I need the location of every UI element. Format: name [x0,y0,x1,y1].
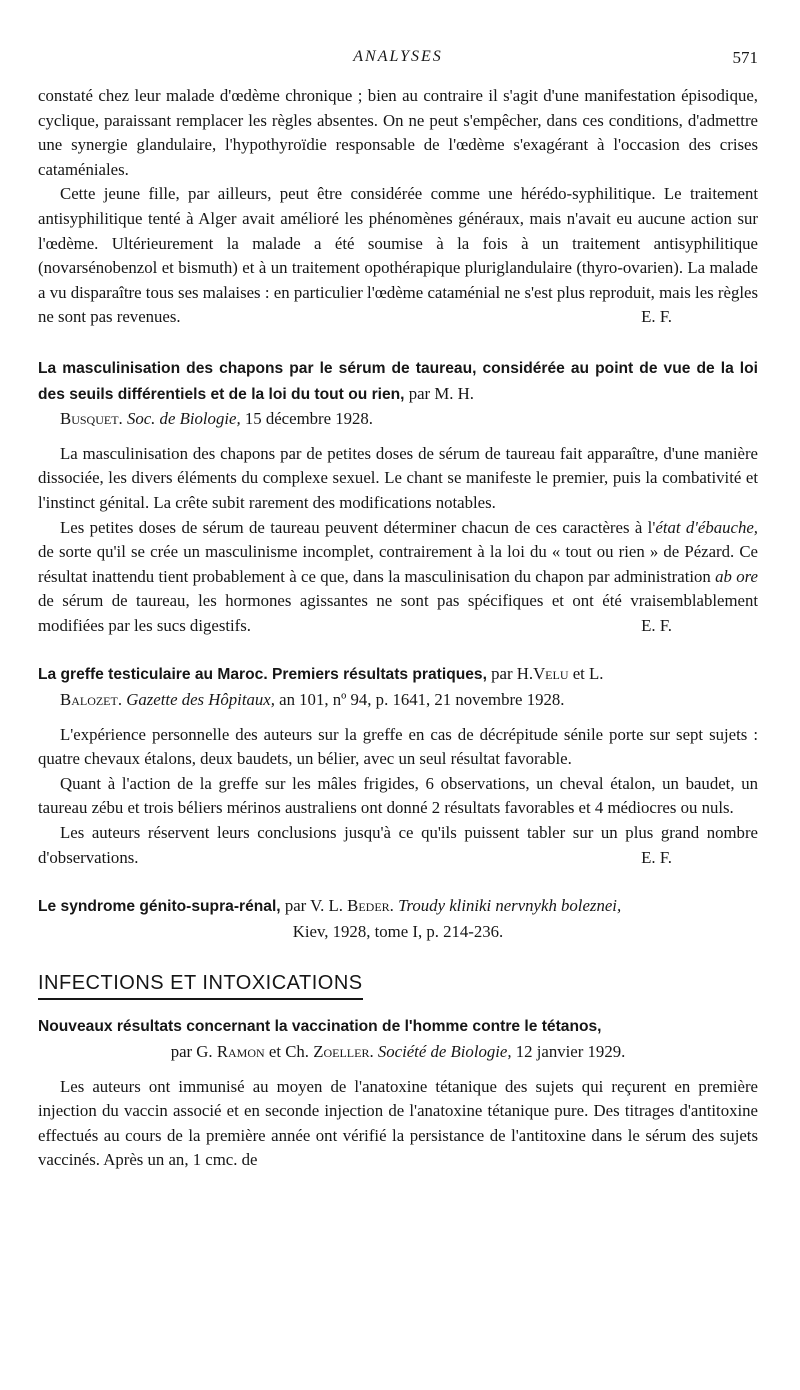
article-masculinisation [38,356,758,639]
intro-paragraph-2-text: Cette jeune fille, par ailleurs, peut être considérée comme une hérédo-syphilitique. Le traitement antisyphilitique tenté à Alger avait amélioré les phénomènes généraux, mais n'avait eu aucune action sur l'œdème. Ultérieurement la malade a été soumise à la fois à un traitement antisyphilitique (novarsénobenzol et bismuth) et à un traitement opothérapique pluriglandulaire (thyro-ovarien). La malade a vu disparaître tous ses malaises : en particulier l'œdème cataménial ne s'est plus reproduit, mais les règles ne sont pas revenues. [38,184,758,327]
article-2-author-1: Velu [533,664,569,684]
article-4-author-1: Ramon [216,1042,265,1061]
article-4-date: 12 janvier 1929. [515,1042,626,1061]
article-1-title: La masculinisation des chapons par le sérum de taureau, considérée au point de vue de la loi des seuils différentiels et de la loi du tout ou rien, [38,359,758,403]
article-1-signature: E. F. [641,615,672,635]
article-3-by: par V. L. [284,896,343,916]
article-2-heading [38,662,758,712]
article-4-title: Nouveaux résultats concernant la vaccination de l'homme contre le tétanos, [38,1018,602,1036]
article-1-p2-b: de sorte qu'il se crée un masculinisme incomplet, contrairement à la loi du « tout ou rien » de Pézard. Ce résultat inattendu tient probablement à ce que, dans la masculinisation du chapon par administration [38,542,758,586]
article-tetanos [38,1014,758,1173]
article-3-title: Le syndrome génito-supra-rénal, [38,898,281,916]
article-2-paragraph-3-text: Les auteurs réservent leurs conclusions jusqu'à ce qu'ils puissent tabler sur un plus grand nombre d'observations. [38,823,758,867]
article-4-heading [38,1014,758,1064]
article-2-ref: an 101, nº 94, p. 1641, 21 novembre 1928. [279,690,565,710]
intro-signature: E. F. [641,307,672,327]
article-1-paragraph-1: La masculinisation des chapons par de petites doses de sérum de taureau fait apparaître, d'une manière dissociée, les divers éléments du complexe sexuel. Le chant se manifeste le premier, puis la combativité et l'instinct génital. La crête subit rarement des modifications notables. [38,443,758,512]
article-2-title: La greffe testiculaire au Maroc. Premiers résultats pratiques, [38,666,487,684]
article-4-by: par G. [170,1042,213,1061]
article-4-author-2: Zoeller. [313,1042,374,1061]
intro-paragraph-2 [38,182,758,330]
article-2-by: par H. [491,664,534,684]
article-1-journal: Soc. de Biologie, [126,409,241,429]
article-3-journal: Troudy kliniki nervnykh boleznei, [398,896,622,916]
intro-paragraph-1: constaté chez leur malade d'œdème chronique ; bien au contraire il s'agit d'une manifestation épisodique, cyclique, paraissant remplacer les règles absentes. On ne peut s'empêcher, dans ces conditions, d'admettre une synergie glandulaire, l'hypothyroïdie responsable de l'œdème s'exagérant à l'occasion des crises cataméniales. [38,86,758,179]
article-1-p2-em2: ab ore [715,566,758,586]
page [38,48,758,1173]
article-4-journal: Société de Biologie, [377,1042,512,1061]
article-1-author: Busquet. [60,409,123,429]
section-title: INFECTIONS ET INTOXICATIONS [38,972,363,1000]
article-1-p2-em1: état d'ébauche, [655,517,758,537]
article-3-author: Beder. [347,896,394,916]
page-number: 571 [732,48,758,67]
running-title: ANALYSES [353,48,443,65]
article-2-paragraph-1: L'expérience personnelle des auteurs sur la greffe en cas de décrépitude sénile porte sur sept sujets : quatre chevaux étalons, deux baudets, un bélier, avec un seul résultat favorable. [38,724,758,769]
article-3-heading [38,894,758,944]
article-1-by: par M. H. [408,383,474,403]
article-2-journal: Gazette des Hôpitaux, [126,690,275,710]
article-2-signature: E. F. [641,847,672,867]
article-4-and: et Ch. [268,1042,309,1061]
article-syndrome [38,894,758,944]
article-greffe [38,662,758,870]
article-1-date: 15 décembre 1928. [244,409,374,429]
article-4-paragraph-1: Les auteurs ont immunisé au moyen de l'anatoxine tétanique des sujets qui reçurent en première injection du vaccin associé et en seconde injection de l'anatoxine tétanique pure. Des titrages d'antitoxine effectués au cours de la première année ont vérifié la persistance de l'antitoxine dans le sérum des sujets vaccinés. Après un an, 1 cmc. de [38,1076,758,1170]
article-2-paragraph-2: Quant à l'action de la greffe sur les mâles frigides, 6 observations, un cheval étalon, un baudet, un taureau zébu et trois béliers mérinos australiens ont donné 2 résultats favorables et 4 médiocres ou nuls. [38,773,758,818]
running-head [38,48,758,72]
article-2-and: et L. [572,664,604,684]
article-2-paragraph-3 [38,821,758,870]
article-2-author-2: Balozet. [60,690,123,710]
article-3-ref: Kiev, 1928, tome I, p. 214-236. [292,921,504,941]
article-1-p2-c: de sérum de taureau, les hormones agissantes ne sont pas spécifiques et ont été vraisemblablement modifiées par les sucs digestifs. [38,591,758,635]
article-1-heading [38,356,758,432]
article-1-p2-a: Les petites doses de sérum de taureau peuvent déterminer chacun de ces caractères à l' [60,517,656,537]
article-1-paragraph-2 [38,516,758,639]
